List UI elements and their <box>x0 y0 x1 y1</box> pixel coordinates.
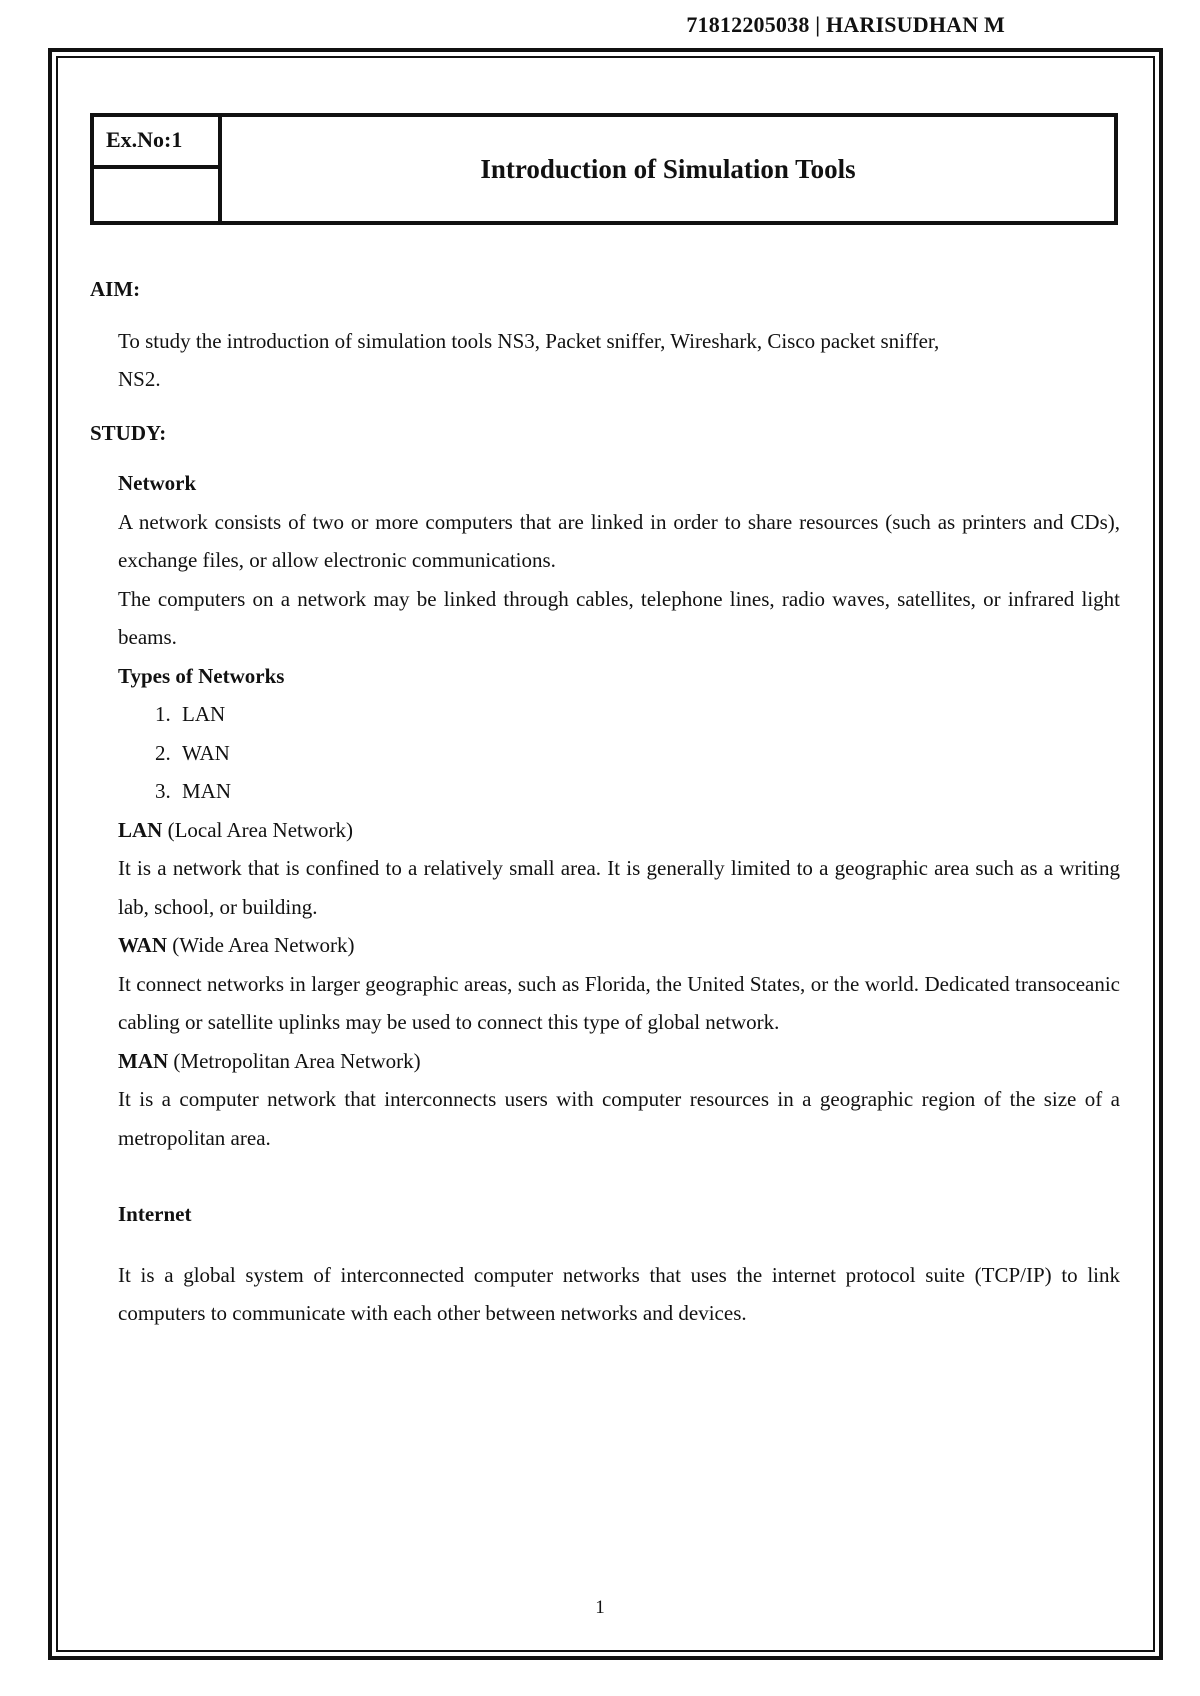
exercise-number-label: Ex.No:1 <box>106 127 183 152</box>
aim-text <box>90 322 1120 398</box>
list-item: 3. MAN <box>176 772 1120 811</box>
exercise-title: Introduction of Simulation Tools <box>480 153 856 184</box>
network-types-list <box>90 695 1120 811</box>
man-heading <box>118 1042 1120 1081</box>
lan-full-name: (Local Area Network) <box>162 817 354 842</box>
types-of-networks-heading: Types of Networks <box>118 663 285 688</box>
study-section <box>90 464 1120 695</box>
wan-paragraph: It connect networks in larger geographic areas, such as Florida, the United States, or the world. Dedicated transoceanic cabling or satellite uplinks may be used to connect this type of global network. <box>118 971 1120 1034</box>
man-abbreviation: MAN <box>118 1048 169 1073</box>
exercise-number-column <box>94 117 222 221</box>
lan-heading <box>118 811 1120 850</box>
aim-text-line-2: NS2. <box>118 367 161 391</box>
study-heading: STUDY: <box>90 421 167 445</box>
man-full-name: (Metropolitan Area Network) <box>168 1048 421 1073</box>
document-body <box>90 268 1120 1333</box>
internet-heading: Internet <box>118 1202 192 1226</box>
network-paragraph-2: The computers on a network may be linked through cables, telephone lines, radio waves, satellites, or infrared light beams. <box>118 586 1120 649</box>
lan-paragraph: It is a network that is confined to a relatively small area. It is generally limited to a geographic area such as a writing lab, school, or building. <box>118 856 1120 919</box>
wan-full-name: (Wide Area Network) <box>167 933 355 957</box>
wan-abbreviation: WAN <box>118 933 168 957</box>
lan-abbreviation: LAN <box>118 817 163 842</box>
network-definitions <box>90 811 1120 1333</box>
internet-paragraph: It is a global system of interconnected computer networks that uses the internet protocol suite (TCP/IP) to link computers to communicate with each other between networks and devices. <box>118 1262 1120 1325</box>
network-paragraph-1: A network consists of two or more computers that are linked in order to share resources (such as printers and CDs), exchange files, or allow electronic communications. <box>118 509 1120 572</box>
exercise-number-cell <box>94 117 218 169</box>
exercise-title-box <box>90 113 1118 225</box>
student-id-header: 71812205038 | HARISUDHAN M <box>686 12 1005 37</box>
aim-text-line-1: To study the introduction of simulation tools NS3, Packet sniffer, Wireshark, Cisco packet sniffer, <box>118 329 940 353</box>
wan-heading <box>118 926 1120 965</box>
network-heading: Network <box>118 471 197 495</box>
list-item: 2. WAN <box>176 734 1120 773</box>
aim-heading: AIM: <box>90 277 141 301</box>
list-item: 1. LAN <box>176 695 1120 734</box>
page-number: 1 <box>595 1597 605 1618</box>
man-paragraph: It is a computer network that interconnects users with computer resources in a geographic region of the size of a metropolitan area. <box>118 1087 1120 1150</box>
